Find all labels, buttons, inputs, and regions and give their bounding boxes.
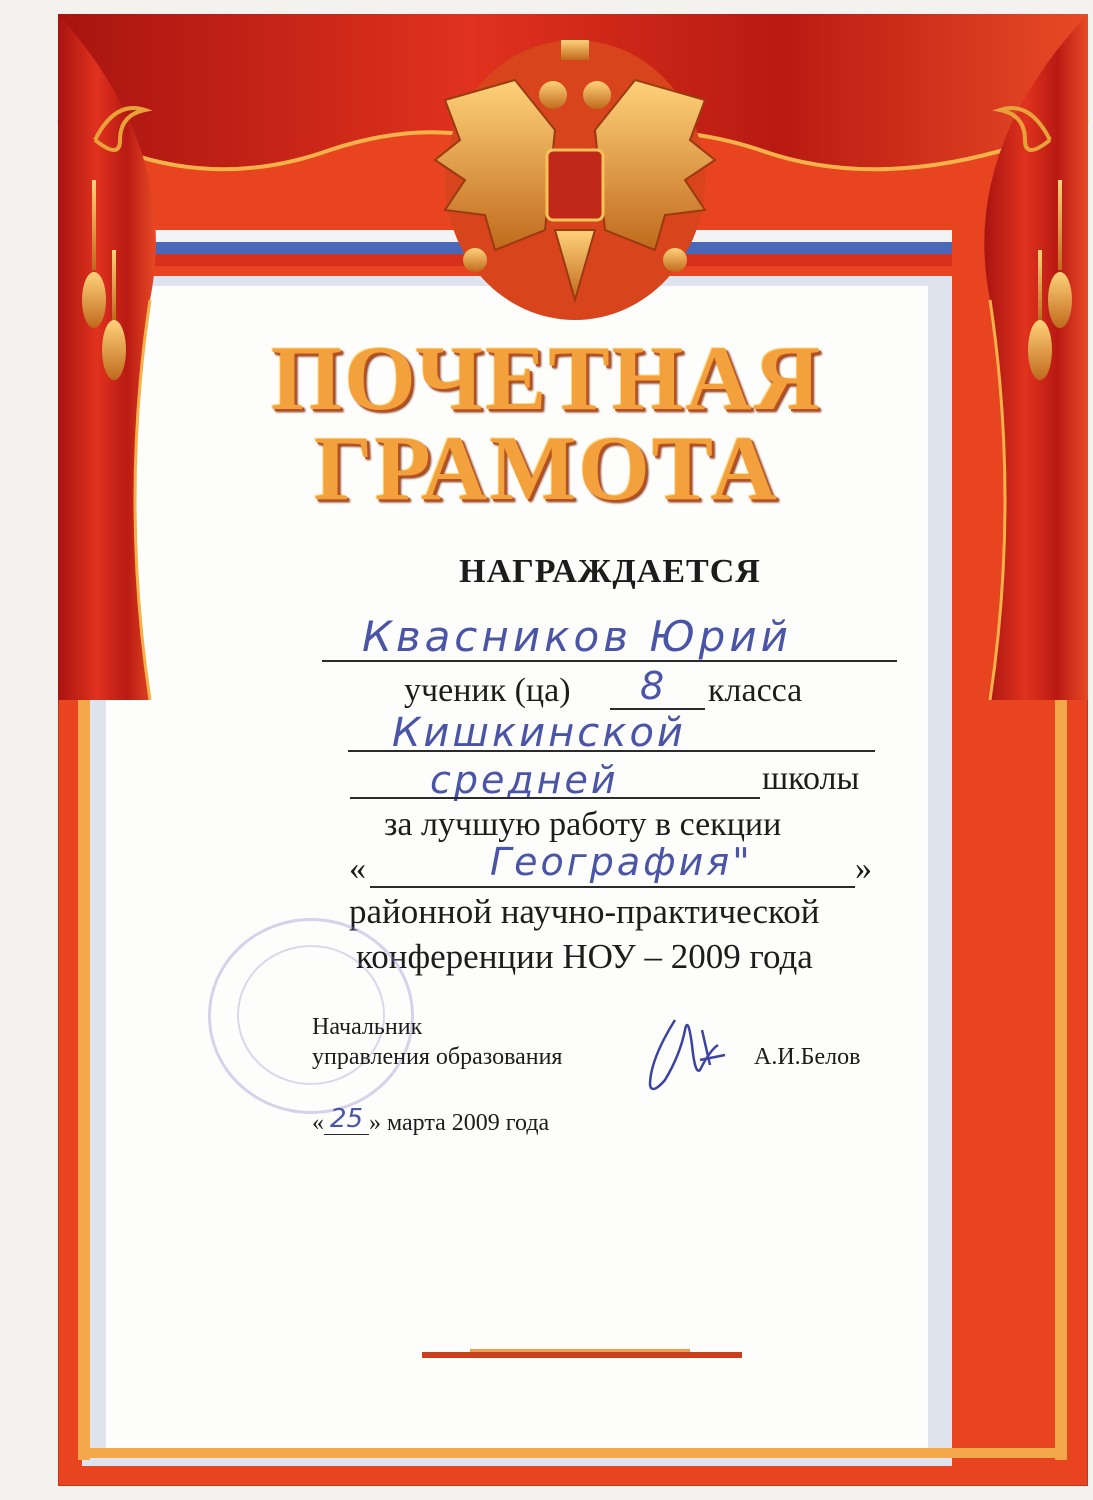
school-type-line bbox=[350, 797, 760, 799]
school-type: средней bbox=[430, 758, 619, 802]
signature bbox=[640, 1000, 740, 1100]
student-prefix: ученик (ца) bbox=[404, 672, 571, 709]
bottom-divider bbox=[422, 1352, 742, 1358]
signer-title-line1: Начальник bbox=[312, 1014, 423, 1040]
school-name-line bbox=[348, 750, 875, 752]
grade-value: 8 bbox=[640, 664, 665, 708]
best-work-text: за лучшую работу в секции bbox=[384, 806, 782, 843]
date-day: 25 bbox=[330, 1104, 364, 1134]
recipient-line bbox=[322, 660, 897, 662]
date-open: « bbox=[312, 1110, 324, 1136]
section-name: География" bbox=[490, 840, 753, 884]
conference-line1: районной научно-практической bbox=[349, 892, 820, 931]
title-line1: ПОЧЕТНАЯ bbox=[270, 327, 823, 429]
recipient-name: Квасников Юрий bbox=[362, 612, 792, 661]
signer-title-line2: управления образования bbox=[312, 1044, 563, 1070]
school-name: Кишкинской bbox=[392, 710, 686, 756]
conference-line2: конференции НОУ – 2009 года bbox=[356, 937, 813, 976]
signer-name: А.И.Белов bbox=[754, 1044, 861, 1070]
title-line2: ГРАМОТА bbox=[313, 417, 779, 519]
section-line bbox=[370, 886, 855, 888]
grade-suffix: класса bbox=[708, 672, 803, 709]
date-rest: » марта 2009 года bbox=[369, 1110, 550, 1136]
date-day-line bbox=[324, 1134, 369, 1135]
section-quote-open: « bbox=[349, 850, 366, 887]
awarded-label: НАГРАЖДАЕТСЯ bbox=[459, 553, 761, 590]
school-suffix: школы bbox=[762, 760, 860, 797]
section-quote-close: » bbox=[855, 850, 872, 887]
